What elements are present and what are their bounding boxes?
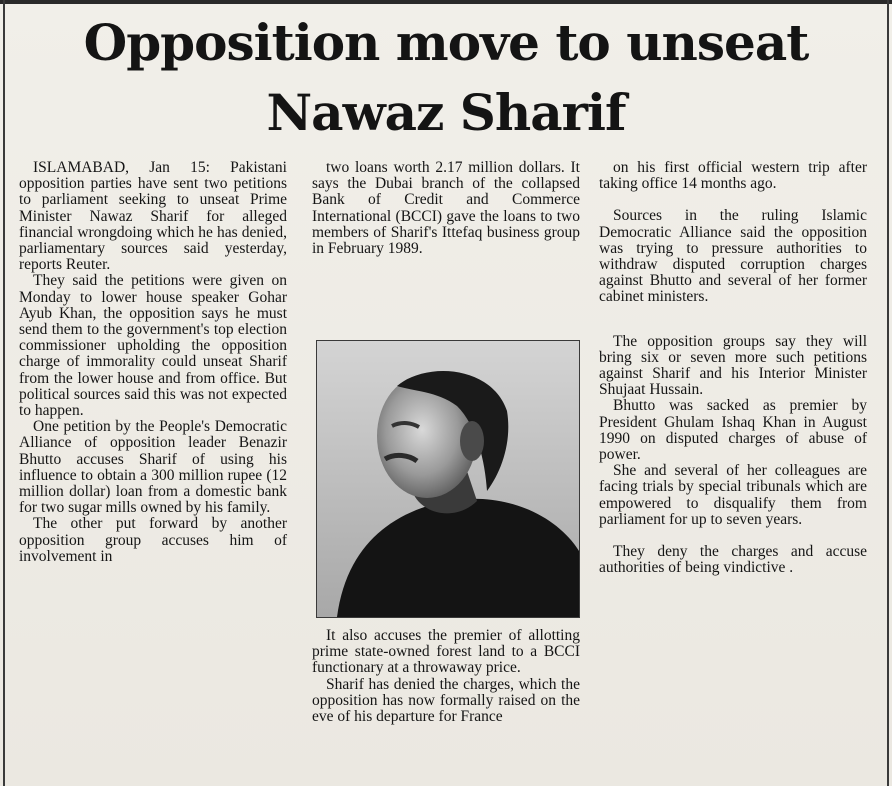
article-column-3 <box>599 160 867 576</box>
article-paragraph: two loans worth 2.17 million dollars. It says the Dubai branch of the collapsed Bank of Credit and Commerce International (BCCI) gave the loans to two members of Sharif's Ittefaq business group in February 1989. <box>312 159 580 258</box>
portrait-photo <box>316 340 580 618</box>
article-paragraph: on his first official western trip after taking office 14 months ago. <box>599 159 867 193</box>
article-paragraph: The opposition groups say they will bring six or seven more such petitions against Sharif and his Interior Minister Shujaat Hussain. <box>599 332 867 399</box>
paragraph-gap <box>599 192 867 208</box>
article-paragraph: One petition by the People's Democratic Alliance of opposition leader Benazir Bhutto accuses Sharif of using his influence to obtain a 300 million rupee (12 million dollar) loan from a domestic bank for two sugar mills owned by his family. <box>19 418 287 517</box>
headline-line-1: Opposition move to unseat <box>83 13 809 72</box>
paragraph-gap <box>599 528 867 544</box>
article-column-2-continued <box>312 628 580 725</box>
article-paragraph: They deny the charges and accuse authorities of being vindictive . <box>599 543 867 577</box>
article-paragraph: She and several of her colleagues are facing trials by special tribunals which are empowered to disqualify them from parliament for up to seven years. <box>599 462 867 528</box>
paragraph-gap <box>599 306 867 334</box>
top-border-rule <box>0 0 892 4</box>
article-paragraph: Sharif has denied the charges, which the opposition has now formally raised on the eve of his departure for France <box>312 675 580 726</box>
article-column-1 <box>19 160 287 565</box>
article-paragraph: Bhutto was sacked as premier by President Ghulam Ishaq Khan in August 1990 on disputed charges of abuse of power. <box>599 397 867 464</box>
article-paragraph: Sources in the ruling Islamic Democratic Alliance said the opposition was trying to pressure authorities to withdraw disputed corruption charges against Bhutto and several of her former cabinet ministers. <box>599 207 867 306</box>
article-column-2 <box>312 160 580 257</box>
headline-line-2: Nawaz Sharif <box>266 83 626 142</box>
article-paragraph: It also accuses the premier of allotting prime state-owned forest land to a BCCI functionary at a throwaway price. <box>312 627 580 677</box>
portrait-illustration <box>317 341 579 617</box>
headline <box>0 8 892 148</box>
article-paragraph: The other put forward by another opposition group accuses him of involvement in <box>19 515 287 565</box>
article-paragraph: They said the petitions were given on Monday to lower house speaker Gohar Ayub Khan, the opposition says he must send them to the government's top election commissioner upholding the opposition charge of immorality could unseat Sharif from the lower house and from office. But political sources said this was not expected to happen. <box>19 272 287 420</box>
article-paragraph: ISLAMABAD, Jan 15: Pakistani opposition parties have sent two petitions to parliament seeking to unseat Prime Minister Nawaz Sharif for alleged financial wrongdoing which he has denied, parliamentary sources said yesterday, reports Reuter. <box>19 159 287 274</box>
